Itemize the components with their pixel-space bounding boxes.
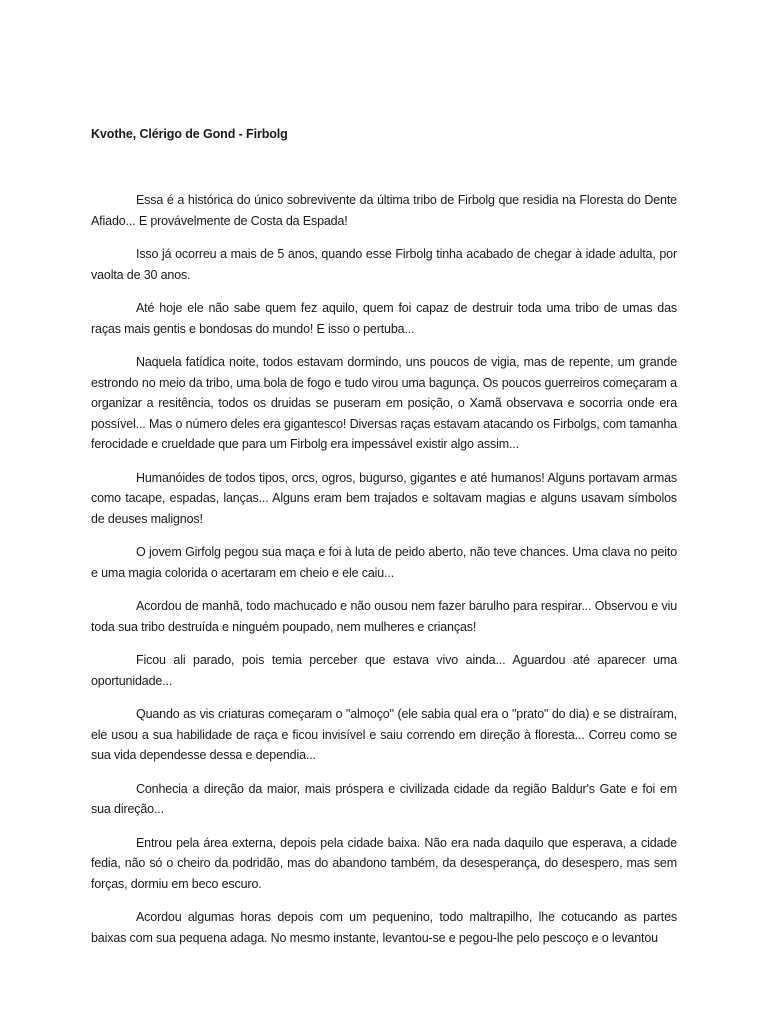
paragraph: Naquela fatídica noite, todos estavam dormindo, uns poucos de vigia, mas de repente, um grande estrondo no meio da tribo, uma bola de fogo e tudo virou uma bagunça. Os poucos guerreiros começaram a organizar a resitência, todos os druidas se puseram em posição, o Xamã observava e socorria onde era possível... Mas o número deles era gigantesco! Diversas raças estavam atacando os Firbolgs, com tamanha ferocidade e crueldade que para um Firbolg era impessável existir algo assim... [91, 355, 677, 451]
paragraph: Ficou ali parado, pois temia perceber que estava vivo ainda... Aguardou até aparecer uma oportunidade... [91, 653, 677, 688]
paragraph: Entrou pela área externa, depois pela cidade baixa. Não era nada daquilo que esperava, a cidade fedia, não só o cheiro da podridão, mas do abandono também, da desesperança, do desespero, mas sem forças, dormiu em beco escuro. [91, 835, 677, 891]
paragraph: Acordou algumas horas depois com um pequenino, todo maltrapilho, lhe cotucando as partes baixas com sua pequena adaga. No mesmo instante, levantou-se e pegou-lhe pelo pescoço e o levantou [91, 910, 677, 945]
paragraph: Humanóides de todos tipos, orcs, ogros, bugurso, gigantes e até humanos! Alguns portavam armas como tacape, espadas, lanças... Alguns eram bem trajados e soltavam magias e alguns usavam símbolos de deuses malignos! [91, 470, 677, 526]
paragraph: Acordou de manhã, todo machucado e não ousou nem fazer barulho para respirar... Observou e viu toda sua tribo destruída e ninguém poupado, nem mulheres e crianças! [91, 599, 677, 634]
paragraph: O jovem Girfolg pegou sua maça e foi à luta de peido aberto, não teve chances. Uma clava no peito e uma magia colorida o acertaram em cheio e ele caiu... [91, 545, 677, 580]
paragraph: Isso já ocorreu a mais de 5 anos, quando esse Firbolg tinha acabado de chegar à idade adulta, por vaolta de 30 anos. [91, 247, 677, 282]
document-title: Kvothe, Clérigo de Gond - Firbolg [91, 127, 288, 141]
paragraph: Conhecia a direção da maior, mais próspera e civilizada cidade da região Baldur's Gate e foi em sua direção... [91, 781, 677, 816]
paragraph: Quando as vis criaturas começaram o "almoço" (ele sabia qual era o "prato" do dia) e se distraíram, ele usou a sua habilidade de raça e ficou invisível e saiu correndo em direção à floresta... Correu como se sua vida dependesse dessa e dependia... [91, 707, 677, 762]
document-body [91, 190, 677, 961]
paragraph: Essa é a histórica do único sobrevivente da última tribo de Firbolg que residia na Floresta do Dente Afiado... E provávelmente de Costa da Espada! [91, 193, 677, 228]
paragraph: Até hoje ele não sabe quem fez aquilo, quem foi capaz de destruir toda uma tribo de umas das raças mais gentis e bondosas do mundo! E isso o pertuba... [91, 301, 677, 336]
